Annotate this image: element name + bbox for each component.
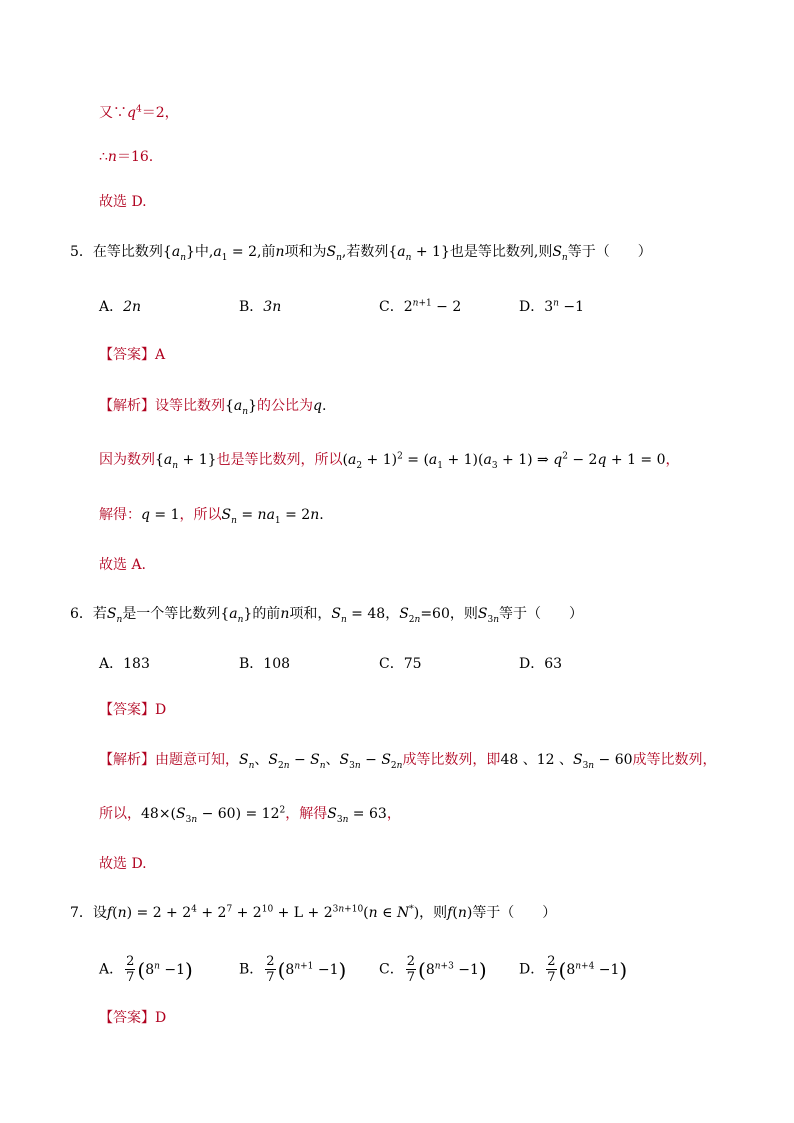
text: 等于（ ）: [498, 606, 583, 622]
text: 设: [92, 905, 107, 921]
question-6-options: [99, 654, 659, 684]
text: 也是等比数列,则: [449, 244, 553, 260]
answer-5: [99, 345, 165, 365]
text: 成等比数列，即: [402, 752, 501, 768]
option-d[interactable]: D． $\frac{2}{7}$ $(8^{n+4} -1)$: [519, 954, 628, 985]
option-c[interactable]: C． $\frac{2}{7}$ $(8^{n+3} -1)$: [379, 954, 487, 985]
answer-value: D: [155, 702, 167, 718]
option-letter: C．: [379, 656, 404, 672]
text: 若: [92, 606, 107, 622]
answer-tag: 【答案】: [99, 702, 155, 718]
question-number: 6．: [70, 606, 93, 622]
text: ，则: [419, 905, 448, 921]
option-letter: D．: [519, 961, 545, 978]
text: 等于（ ）: [472, 905, 557, 921]
option-text: 75: [403, 656, 422, 672]
answer-tag: 【答案】: [99, 347, 155, 363]
analysis-tag: 【解析】: [99, 398, 155, 414]
question-number: 5．: [70, 244, 93, 260]
question-5: [70, 242, 652, 262]
analysis-6-end: 故选 D.: [99, 856, 147, 872]
text: ，解得: [285, 806, 328, 822]
option-letter: D．: [519, 299, 545, 315]
text: ,前: [257, 244, 276, 260]
option-letter: D．: [519, 656, 545, 672]
question-7: 7．设$f(n) = 2 + 2^4 + 2^7 + 2^{10} + L + 2^{3n+10}(n$ ∈ N*)，则f(n)等于（ ）: [70, 904, 557, 921]
option-letter: B．: [239, 961, 264, 978]
text: 设等比数列: [155, 398, 225, 414]
text: 成等比数列，: [632, 752, 717, 768]
analysis-5-line-2: 因为数列$\{a_n + 1\}$也是等比数列，所以$(a_2 + 1)^2 = (a_1 + 1)(a_3 + 1)$ ⇒ $q^2 - 2q + 1 = 0$，: [99, 451, 680, 471]
text: ＝16.: [116, 149, 154, 165]
option-letter: A．: [99, 299, 124, 315]
text: 由题意可知，: [155, 752, 239, 768]
option-b[interactable]: B．3n: [239, 299, 282, 315]
text: 解得：: [99, 507, 141, 523]
answer-value: D: [155, 1010, 167, 1026]
text: 项和为: [284, 244, 327, 260]
analysis-6-line-2: 所以，$48\times(S_{3n} - 60) = 12^2$，解得$S_{3n} = 63$，: [99, 805, 401, 825]
math: S: [552, 244, 562, 260]
text: 是一个等比数列: [122, 606, 221, 622]
math: n: [336, 252, 342, 263]
math-var: q: [127, 105, 136, 121]
analysis-5-line-1: 【解析】设等比数列$\{a_n\}$的公比为q.: [99, 398, 327, 417]
text: ，所以: [179, 507, 222, 523]
prev-line-1: [99, 103, 179, 123]
question-5-options: [99, 297, 659, 327]
option-text: 63: [544, 656, 563, 672]
math: = 2: [227, 244, 258, 260]
option-d[interactable]: [519, 654, 562, 674]
math: n: [561, 252, 568, 263]
text: 的公比为: [257, 398, 313, 414]
analysis-5-line-3: 解得：q = 1，所以$S_n = na_1 = 2n$.: [99, 507, 324, 526]
math: $\{a_n + 1\}$: [388, 244, 450, 263]
analysis-5-end: 故选 A.: [99, 557, 147, 573]
math: $\{a_n\}$: [162, 244, 195, 263]
option-letter: A．: [99, 656, 124, 672]
text: ，则: [449, 606, 478, 622]
math-exp: 4: [135, 104, 142, 115]
option-b[interactable]: [239, 654, 290, 674]
text: 在等比数列: [92, 244, 163, 260]
prev-line-2: [99, 147, 153, 167]
option-a[interactable]: A．2n: [99, 299, 142, 315]
text: 的前: [252, 606, 281, 622]
math: a: [213, 244, 222, 260]
answer-7: [99, 1008, 166, 1028]
option-a[interactable]: A． $\frac{2}{7}$ $(8^n -1)$: [99, 954, 193, 985]
text: ,若数列: [341, 244, 389, 260]
math-var: n: [107, 149, 117, 165]
text: 所以，: [99, 806, 141, 822]
question-7-options: [99, 954, 659, 994]
text: 中,: [194, 244, 214, 260]
option-text: 108: [263, 656, 291, 672]
analysis-6-line-1: 【解析】由题意可知，$S_n$、$S_{2n} - S_n$、$S_{3n} - S_{2n}$成等比数列，即48 、12 、$S_{3n} - 60$成等比数列，: [99, 752, 717, 771]
prev-line-3: 故选 D.: [99, 194, 147, 210]
answer-6: [99, 700, 166, 720]
option-text: 183: [123, 656, 150, 672]
text: ∴: [99, 149, 108, 165]
answer-tag: 【答案】: [99, 1010, 155, 1026]
question-number: 7．: [70, 905, 93, 921]
analysis-tag: 【解析】: [99, 752, 155, 768]
option-a[interactable]: [99, 654, 150, 674]
math: n: [275, 244, 285, 260]
option-c[interactable]: [379, 654, 422, 674]
option-c[interactable]: C．$2^{n+1} - 2$: [379, 298, 462, 315]
option-letter: C．: [379, 961, 404, 978]
text: 又∵: [99, 105, 127, 121]
option-letter: B．: [239, 656, 264, 672]
option-letter: A．: [99, 961, 124, 978]
text: 也是等比数列，所以: [216, 452, 343, 468]
text: ＝2，: [141, 105, 179, 121]
option-letter: C．: [379, 299, 404, 315]
option-d[interactable]: D．$3^n -1$: [519, 298, 585, 315]
answer-value: A: [155, 347, 166, 363]
text: ，: [385, 606, 400, 622]
option-b[interactable]: B． $\frac{2}{7}$ $(8^{n+1} -1)$: [239, 954, 347, 985]
math: S: [326, 244, 337, 260]
text: 因为数列: [99, 452, 155, 468]
question-6: 6．若$S_n$是一个等比数列$\{a_n\}$的前n项和，$S_n = 48$，$S_{2n}=60$，则$S_{3n}$等于（ ）: [70, 606, 583, 625]
text: 等于（ ）: [567, 244, 652, 260]
text: 项和，: [289, 606, 332, 622]
math: 1: [221, 252, 228, 263]
option-letter: B．: [239, 299, 264, 315]
